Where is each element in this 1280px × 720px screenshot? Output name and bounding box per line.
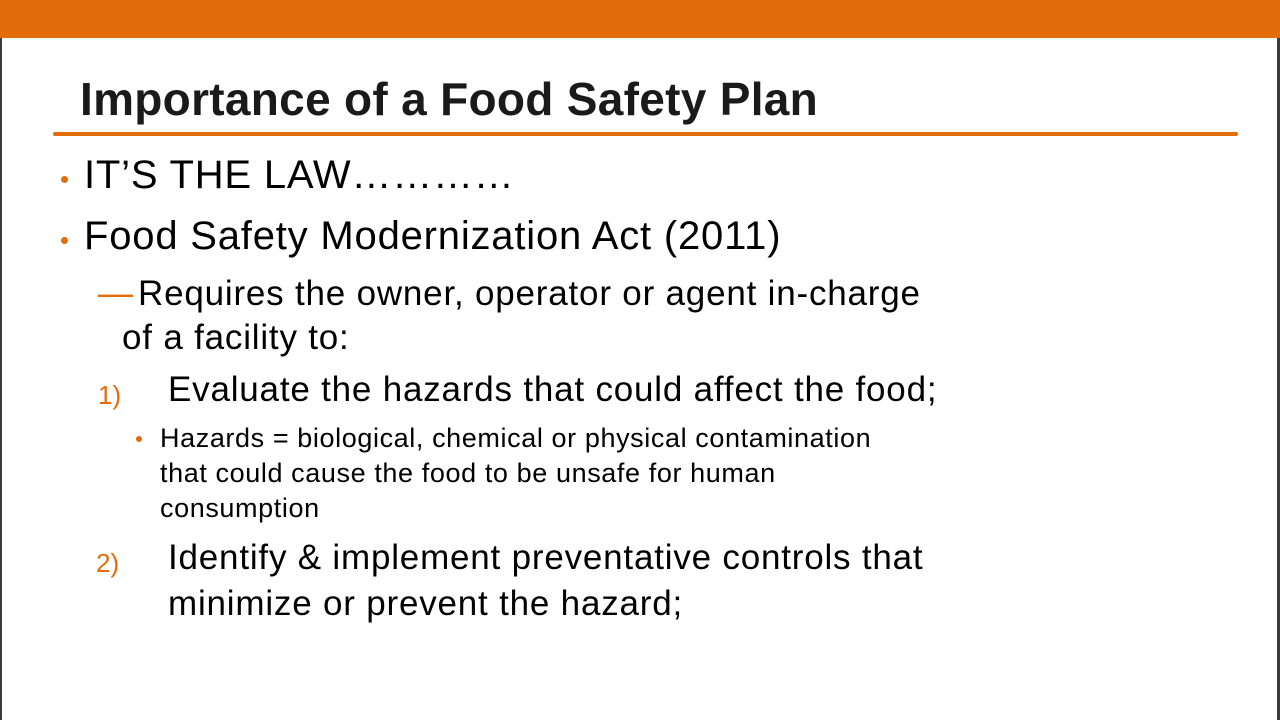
item-2-line2: minimize or prevent the hazard; — [168, 584, 684, 623]
bullet-dot — [61, 237, 68, 244]
bullet-fsma: Food Safety Modernization Act (2011) — [84, 214, 782, 258]
hazards-line2: that could cause the food to be unsafe for human — [160, 458, 776, 488]
sub-requires-line2: of a facility to: — [122, 318, 350, 357]
bullet-law: IT’S THE LAW………… — [84, 153, 515, 197]
sub-dash: — — [98, 274, 133, 313]
item-number-1: 1) — [98, 380, 122, 410]
hazards-line1: Hazards = biological, chemical or physical contamination — [160, 423, 872, 453]
item-2-line1: Identify & implement preventative controls that — [168, 538, 924, 577]
item-number-2: 2) — [96, 548, 120, 578]
slide-title: Importance of a Food Safety Plan — [80, 73, 819, 125]
sub-bullet-dot — [136, 436, 142, 442]
title-underline — [53, 132, 1238, 136]
accent-top-bar — [0, 0, 1280, 38]
bullet-dot — [61, 176, 68, 183]
hazards-line3: consumption — [160, 493, 320, 523]
frame-left-edge — [0, 0, 2, 720]
sub-requires-line1: Requires the owner, operator or agent in-charge — [138, 274, 921, 313]
item-1-line: Evaluate the hazards that could affect the food; — [168, 370, 938, 409]
